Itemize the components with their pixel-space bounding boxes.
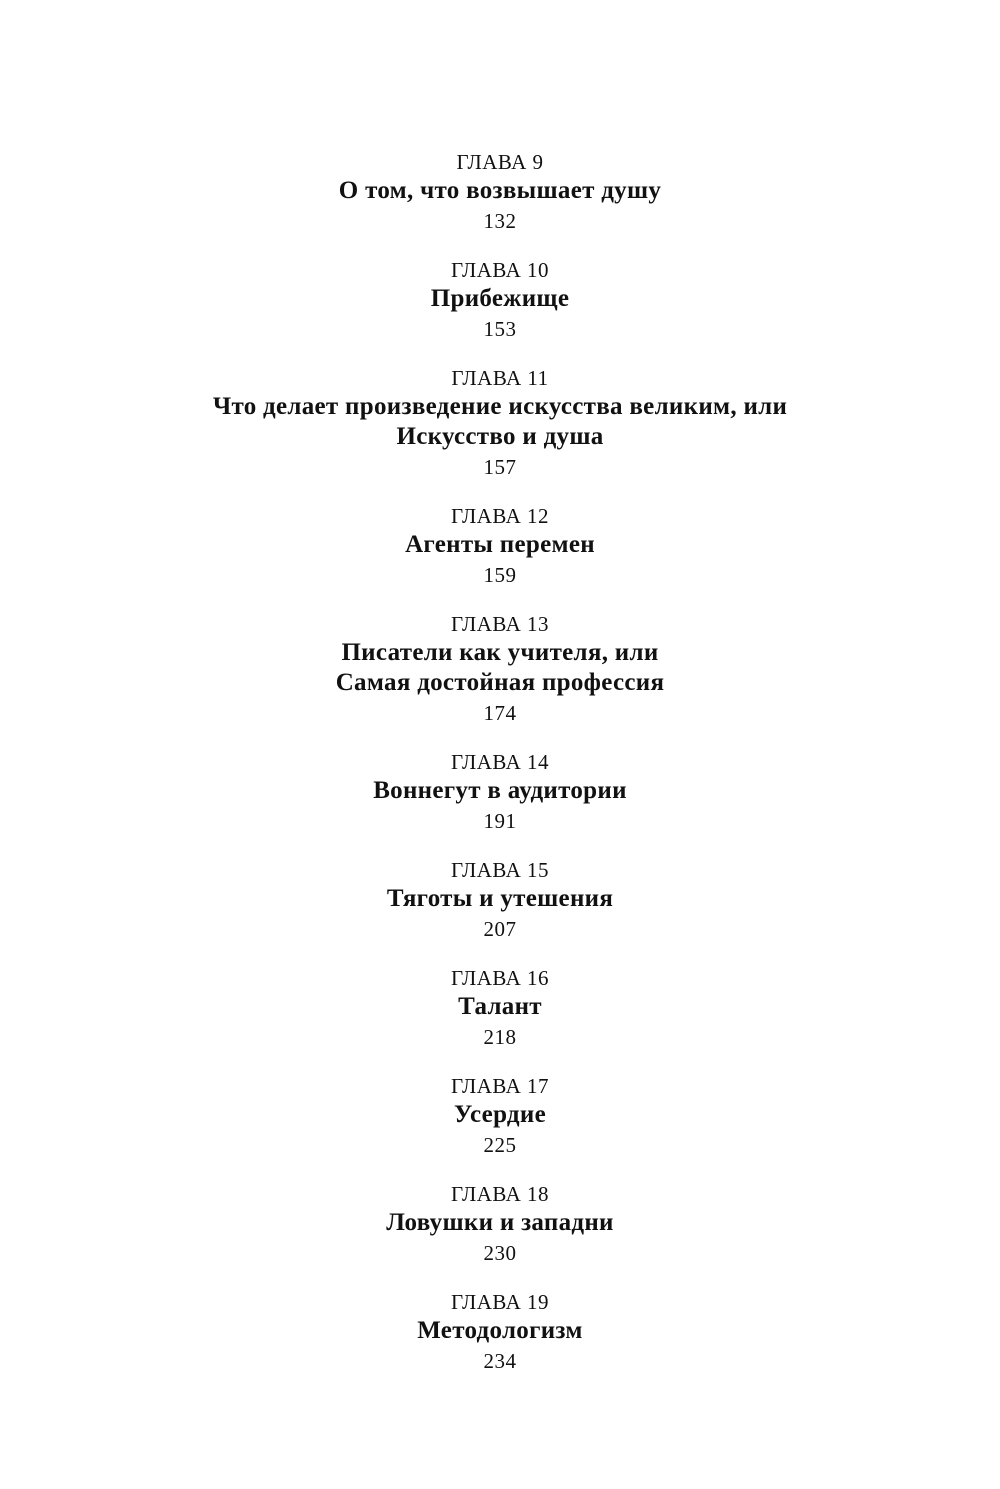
page-number: 234	[483, 1349, 517, 1373]
chapter-label: ГЛАВА 18	[450, 1182, 550, 1206]
chapter-title-line: Агенты перемен	[405, 531, 595, 558]
toc-entry-chapter-12	[120, 502, 880, 590]
chapter-title	[120, 776, 880, 806]
chapter-title-line: Самая достойная профессия	[335, 669, 665, 696]
page-number: 132	[483, 209, 517, 233]
chapter-title-line: Что делает произведение искусства великим, или	[212, 393, 788, 420]
page-number: 159	[483, 563, 517, 587]
toc-entry-chapter-16	[120, 964, 880, 1052]
chapter-label: ГЛАВА 16	[450, 966, 550, 990]
page-number: 157	[483, 455, 517, 479]
chapter-label: ГЛАВА 17	[450, 1074, 550, 1098]
chapter-title-line: Тяготы и утешения	[386, 885, 614, 912]
page-number: 230	[483, 1241, 517, 1265]
toc-entry-chapter-19	[120, 1288, 880, 1376]
chapter-title	[120, 392, 880, 452]
chapter-label: ГЛАВА 10	[450, 258, 550, 282]
chapter-title-line: Воннегут в аудитории	[373, 777, 627, 804]
chapter-title-line: Усердие	[454, 1101, 546, 1128]
chapter-title	[120, 884, 880, 914]
chapter-title	[120, 284, 880, 314]
page-number: 191	[483, 809, 517, 833]
chapter-title	[120, 1208, 880, 1238]
toc-entry-chapter-9	[120, 148, 880, 236]
chapter-title-line: Методологизм	[417, 1317, 583, 1344]
toc-entry-chapter-15	[120, 856, 880, 944]
chapter-title	[120, 1100, 880, 1130]
toc-entry-chapter-14	[120, 748, 880, 836]
chapter-label: ГЛАВА 15	[450, 858, 550, 882]
toc-entry-chapter-11	[120, 364, 880, 482]
chapter-title-line: Писатели как учителя, или	[341, 639, 659, 666]
page-number: 218	[483, 1025, 517, 1049]
page-number: 225	[483, 1133, 517, 1157]
chapter-label: ГЛАВА 9	[456, 150, 544, 174]
toc-entry-chapter-18	[120, 1180, 880, 1268]
toc-entry-chapter-10	[120, 256, 880, 344]
chapter-title	[120, 176, 880, 206]
chapter-title-line: Искусство и душа	[396, 423, 604, 450]
chapter-label: ГЛАВА 19	[450, 1290, 550, 1314]
chapter-title	[120, 638, 880, 698]
chapter-title	[120, 530, 880, 560]
chapter-title	[120, 1316, 880, 1346]
chapter-label: ГЛАВА 13	[450, 612, 550, 636]
page-number: 207	[483, 917, 517, 941]
chapter-title	[120, 992, 880, 1022]
chapter-title-line: Ловушки и западни	[386, 1209, 614, 1236]
chapter-label: ГЛАВА 11	[451, 366, 549, 390]
table-of-contents	[0, 148, 1000, 1396]
toc-entry-chapter-13	[120, 610, 880, 728]
page-number: 174	[483, 701, 517, 725]
toc-entry-chapter-17	[120, 1072, 880, 1160]
page-number: 153	[483, 317, 517, 341]
chapter-title-line: Талант	[458, 993, 542, 1020]
chapter-label: ГЛАВА 12	[450, 504, 550, 528]
chapter-label: ГЛАВА 14	[450, 750, 550, 774]
chapter-title-line: Прибежище	[430, 285, 570, 312]
chapter-title-line: О том, что возвышает душу	[338, 177, 662, 204]
